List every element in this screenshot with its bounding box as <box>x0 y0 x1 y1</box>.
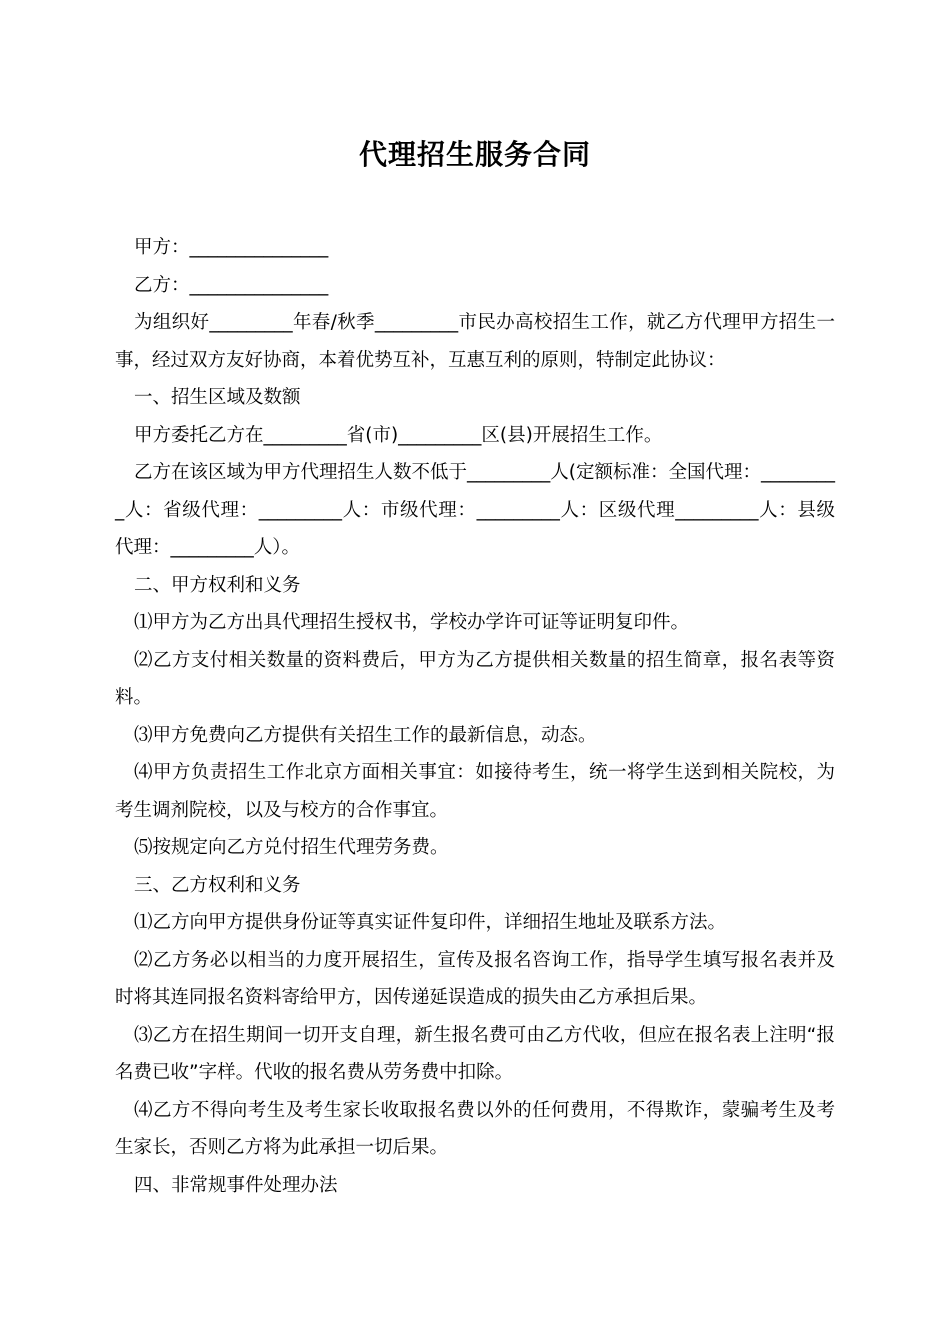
document-body <box>115 229 835 1204</box>
section-heading-2: 二、甲方权利和义务 <box>134 574 301 596</box>
paragraph-region: 甲方委托乙方在_________省(市)_________区(县)开展招生工作。 <box>134 424 663 446</box>
section-heading-1: 一、招生区域及数额 <box>134 387 301 408</box>
clause-b3: ⑶乙方在招生期间一切开支自理，新生报名费可由乙方代收，但应在报名表上注明“报名费已收”字样。代收的报名费从劳务费中扣除。 <box>115 1024 835 1083</box>
party-a-line: 甲方：_______________ <box>134 237 329 258</box>
clause-a4: ⑷甲方负责招生工作北京方面相关事宜：如接待考生，统一将学生送到相关院校，为考生调剂院校，以及与校方的合作事宜。 <box>115 762 835 821</box>
clause-b1: ⑴乙方向甲方提供身份证等真实证件复印件，详细招生地址及联系方法。 <box>134 912 727 933</box>
section-heading-3: 三、乙方权利和义务 <box>134 874 301 896</box>
clause-b2: ⑵乙方务必以相当的力度开展招生，宣传及报名咨询工作，指导学生填写报名表并及时将其连同报名资料寄给甲方，因传递延误造成的损失由乙方承担后果。 <box>115 949 835 1008</box>
preamble-paragraph: 为组织好_________年春/秋季_________市民办高校招生工作，就乙方代理甲方招生一事，经过双方友好协商，本着优势互补，互惠互利的原则，特制定此协议： <box>115 312 835 371</box>
section-heading-4: 四、非常规事件处理办法 <box>134 1174 338 1196</box>
paragraph-quota: 乙方在该区域为甲方代理招生人数不低于_________人(定额标准：全国代理：_________人：省级代理：_________人：市级代理：_________人：区级代理_________人：县级代理：_________人）。 <box>115 462 835 558</box>
clause-a1: ⑴甲方为乙方出具代理招生授权书，学校办学许可证等证明复印件。 <box>134 612 690 633</box>
party-b-line: 乙方：_______________ <box>134 274 329 296</box>
document-title: 代理招生服务合同 <box>358 138 591 171</box>
clause-a5: ⑸按规定向乙方兑付招生代理劳务费。 <box>134 837 449 858</box>
clause-a2: ⑵乙方支付相关数量的资料费后，甲方为乙方提供相关数量的招生简章，报名表等资料。 <box>115 649 835 708</box>
clause-b4: ⑷乙方不得向考生及考生家长收取报名费以外的任何费用，不得欺诈，蒙骗考生及考生家长，否则乙方将为此承担一切后果。 <box>115 1099 835 1158</box>
clause-a3: ⑶甲方免费向乙方提供有关招生工作的最新信息，动态。 <box>134 724 597 746</box>
